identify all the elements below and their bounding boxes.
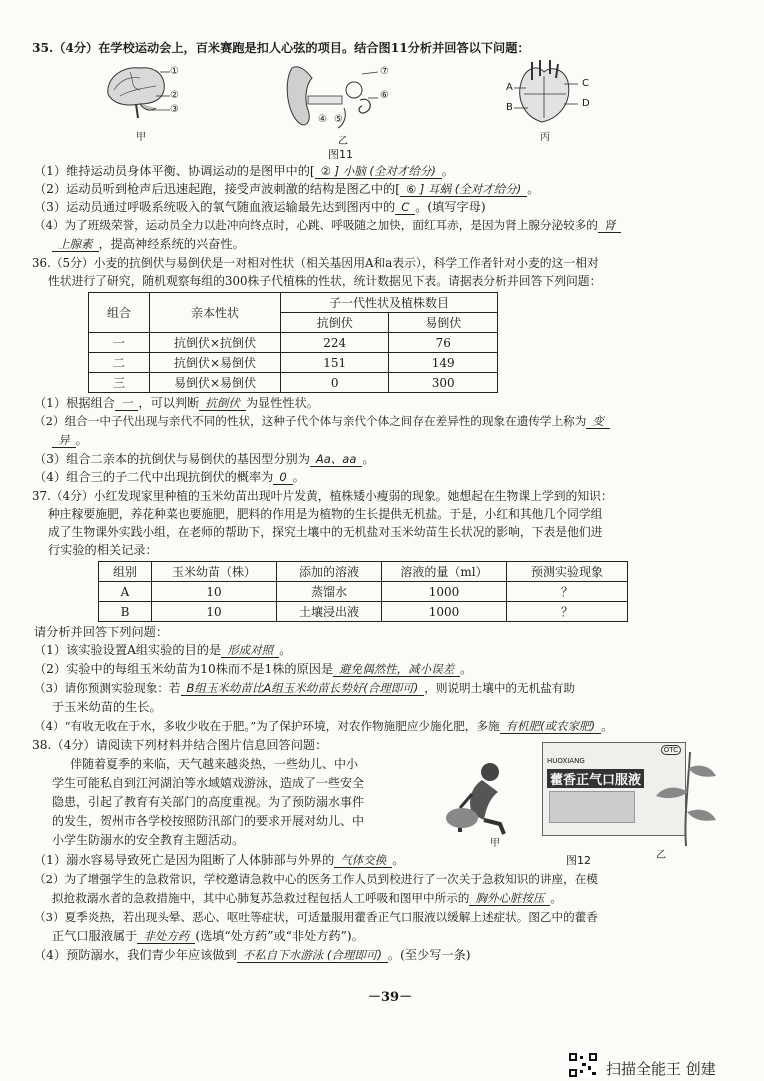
q35-title: 35.（4分）在学校运动会上，百米赛跑是扣人心弦的项目。结合图11分析并回答以下问题： xyxy=(32,41,530,55)
plant-figure xyxy=(650,748,720,848)
box-pinyin: HUOXIANG xyxy=(547,757,585,765)
fig12-label-jia: 甲 xyxy=(490,838,500,849)
q38-3-answer: 非处方药 xyxy=(137,929,195,944)
q37-3: （3）请你预测实验现象：若 B组玉米幼苗比A组玉米幼苗长势好(合理即可) ，则说明土壤中的无机盐有助 xyxy=(34,681,575,695)
q37-2: （2）实验中的每组玉米幼苗为10株而不是1株的原因是 避免偶然性，减小误差 。 xyxy=(34,662,473,676)
q38-2-cont: 拟抢救溺水者的急救措施中，其中心肺复苏急救过程包括人工呼吸和图甲中所示的 胸外心脏按压 。 xyxy=(52,891,562,905)
q36-title-2: 性状进行了研究，随机观察每组的300株子代植株的性状，统计数据见下表。请据表分析并回答下列问题： xyxy=(48,274,602,288)
heart-mark-b: B xyxy=(506,102,513,113)
table-row xyxy=(89,333,498,353)
qr-code-icon xyxy=(568,1052,598,1078)
q37-cell: A xyxy=(99,582,152,602)
q37-cell: 1000 xyxy=(382,582,507,602)
ear-mark-5: ⑤ xyxy=(334,114,343,125)
q38-2: （2）为了增强学生的急救常识，学校邀请急救中心的医务工作人员到校进行了一次关于急救知识的讲座，在模 xyxy=(34,872,598,886)
q36-cell: 76 xyxy=(389,333,498,353)
q37-cell: ？ xyxy=(507,582,628,602)
heart-mark-d: D xyxy=(582,98,590,109)
q37-prompt: 请分析并回答下列问题： xyxy=(34,625,169,639)
q35-4-answer-a: 肾 xyxy=(598,218,622,233)
q35-4-answer-b: 上腺素 xyxy=(52,237,99,252)
q36-3-answer: Aa、aa xyxy=(310,452,363,467)
q37-cell: ？ xyxy=(507,602,628,622)
q37-4: （4）“有收无收在于水，多收少收在于肥。”为了保护环境，对农作物施肥应少施化肥，多施 有机肥(或农家肥) 。 xyxy=(34,719,613,733)
q36-1-answer-1: 一 xyxy=(115,396,139,411)
q38-4: （4）预防溺水，我们青少年应该做到 不私自下水游泳 (合理即可) 。(至少写一条) xyxy=(34,948,471,962)
q35-1: （1）维持运动员身体平衡、协调运动的是图甲中的[ ② ] 小脑 (全对才给分) 。 xyxy=(34,164,455,178)
q37-text-2: 种庄稼要施肥，养花种菜也要施肥，肥料的作用是为植物的生长提供无机盐。于是，小红和其他几个同学组 xyxy=(48,507,603,521)
q37-cell: 10 xyxy=(152,582,277,602)
q37-cell: 1000 xyxy=(382,602,507,622)
q36-2: （2）组合一中子代出现与亲代不同的性状，这种子代个体与亲代个体之间存在差异性的现象在遗传学上称为 变 xyxy=(34,413,610,429)
table-row xyxy=(89,373,498,393)
q38-3: （3）夏季炎热，若出现头晕、恶心、呕吐等症状，可适量服用藿香正气口服液以缓解上述症状。图乙中的藿香 xyxy=(34,910,598,924)
fig11-label-yi: 乙 xyxy=(338,136,348,147)
brain-mark-3: ③ xyxy=(170,104,179,115)
q38-material-1: 伴随着夏季的来临，天气越来越炎热，一些幼儿、中小 xyxy=(70,757,359,771)
q38-material-4: 的发生，贺州市各学校按照防汛部门的要求开展对幼儿、中 xyxy=(52,814,365,828)
q36-4: （4）组合三的子二代中出现抗倒伏的概率为 0 。 xyxy=(34,470,305,484)
q35-1-answer: ② ] 小脑 (全对才给分) xyxy=(315,164,442,179)
q36-th-child: 子一代性状及植株数目 xyxy=(281,293,498,313)
q37-2-answer: 避免偶然性，减小误差 xyxy=(333,662,460,677)
cpr-figure xyxy=(440,758,520,838)
q36-title-1: 36.（5分）小麦的抗倒伏与易倒伏是一对相对性状（相关基因用A和a表示），科学工作者针对小麦的这一相对 xyxy=(32,256,599,270)
q36-cell: 151 xyxy=(281,353,389,373)
q35-2-answer: ⑥ ] 耳蜗 (全对才给分) xyxy=(400,182,527,197)
q38-title: 38.（4分）请阅读下列材料并结合图片信息回答问题： xyxy=(32,738,328,752)
fig11-label-bing: 丙 xyxy=(540,132,550,143)
q35-4-cont: 上腺素 ，提高神经系统的兴奋性。 xyxy=(52,236,245,252)
page-number: －39－ xyxy=(368,990,413,1005)
ear-mark-6: ⑥ xyxy=(380,90,389,101)
q37-th: 溶液的量（ml） xyxy=(382,562,507,582)
table-row xyxy=(89,353,498,373)
q37-1: （1）该实验设置A组实验的目的是 形成对照 。 xyxy=(34,643,292,657)
fig11-caption: 图11 xyxy=(328,148,353,161)
q37-th: 预测实验现象 xyxy=(507,562,628,582)
q36-cell: 抗倒伏×抗倒伏 xyxy=(150,333,281,353)
q35-3-answer: C xyxy=(395,200,415,215)
box-title: 藿香正气口服液 xyxy=(547,769,644,788)
q36-table xyxy=(88,292,498,393)
table-row xyxy=(99,582,628,602)
q37-th: 玉米幼苗（株） xyxy=(152,562,277,582)
q37-th: 组别 xyxy=(99,562,152,582)
q35-2: （2）运动员听到枪声后迅速起跑，接受声波刺激的结构是图乙中的[ ⑥ ] 耳蜗 (全对才给分) 。 xyxy=(34,182,540,196)
brain-mark-1: ① xyxy=(170,66,179,77)
q36-th-a: 抗倒伏 xyxy=(281,313,389,333)
q36-1-answer-2: 抗倒伏 xyxy=(199,396,246,411)
q38-4-answer: 不私自下水游泳 (合理即可) xyxy=(237,948,388,963)
q37-text-1: 37.（4分）小红发现家里种植的玉米幼苗出现叶片发黄，植株矮小瘦弱的现象。她想起在生物课上学到的知识： xyxy=(32,489,613,503)
fig11-label-jia: 甲 xyxy=(136,132,146,143)
scanner-watermark: 扫描全能王 创建 xyxy=(606,1060,716,1078)
q37-cell: 10 xyxy=(152,602,277,622)
q36-th-b: 易倒伏 xyxy=(389,313,498,333)
q37-3-answer: B组玉米幼苗比A组玉米幼苗长势好(合理即可) xyxy=(181,681,425,696)
q38-material-5: 小学生防溺水的安全教育主题活动。 xyxy=(52,833,245,847)
q38-1-answer: 气体交换 xyxy=(334,853,392,868)
q36-2-answer-b: 异 xyxy=(52,433,76,448)
q37-cell: 土壤浸出液 xyxy=(277,602,382,622)
q36-2-answer-a: 变 xyxy=(586,414,610,429)
q37-text-3: 成了生物课外实践小组，在老师的帮助下，探究土壤中的无机盐对玉米幼苗生长状况的影响，下表是他们进 xyxy=(48,525,603,539)
otc-badge: OTC xyxy=(661,745,681,755)
q38-1: （1）溺水容易导致死亡是因为阻断了人体肺部与外界的 气体交换 。 xyxy=(34,853,405,867)
q37-4-answer: 有机肥(或农家肥) xyxy=(500,719,601,734)
q37-table xyxy=(98,561,628,622)
q36-cell: 三 xyxy=(89,373,150,393)
q35-3: （3）运动员通过呼吸系统吸入的氧气随血液运输最先达到图丙中的 C 。(填写字母) xyxy=(34,200,486,214)
heart-mark-a: A xyxy=(506,82,513,93)
q36-4-answer: 0 xyxy=(273,470,292,485)
q36-3: （3）组合二亲本的抗倒伏与易倒伏的基因型分别为 Aa、aa 。 xyxy=(34,452,375,466)
q36-th-group: 组合 xyxy=(89,293,150,333)
brain-mark-2: ② xyxy=(170,90,179,101)
q36-cell: 一 xyxy=(89,333,150,353)
q38-2-answer: 胸外心脏按压 xyxy=(469,891,550,906)
q36-cell: 二 xyxy=(89,353,150,373)
ear-mark-7: ⑦ xyxy=(380,66,389,77)
ear-mark-4: ④ xyxy=(318,114,327,125)
q37-th: 添加的溶液 xyxy=(277,562,382,582)
q35-4: （4）为了班级荣誉，运动员全力以赴冲向终点时，心跳、呼吸随之加快，面红耳赤，是因为肾上腺分泌较多的 肾 xyxy=(34,217,621,233)
table-row xyxy=(99,602,628,622)
q36-cell: 224 xyxy=(281,333,389,353)
q37-text-4: 行实验的相关记录： xyxy=(48,543,158,557)
q36-2-cont: 异 。 xyxy=(52,432,88,448)
q36-cell: 抗倒伏×易倒伏 xyxy=(150,353,281,373)
q38-material-3: 隐患，引起了教育有关部门的高度重视。为了预防溺水事件 xyxy=(52,795,365,809)
q36-th-parent: 亲本性状 xyxy=(150,293,281,333)
q36-cell: 300 xyxy=(389,373,498,393)
heart-mark-c: C xyxy=(582,78,589,89)
box-image xyxy=(549,791,635,823)
q36-cell: 0 xyxy=(281,373,389,393)
fig12-label-yi: 乙 xyxy=(656,850,666,861)
q37-cell: 蒸馏水 xyxy=(277,582,382,602)
q37-1-answer: 形成对照 xyxy=(221,643,279,658)
q36-cell: 149 xyxy=(389,353,498,373)
fig12-caption: 图12 xyxy=(566,854,591,867)
q38-3-cont: 正气口服液属于 非处方药 (选填“处方药”或“非处方药”)。 xyxy=(52,929,364,943)
q37-cell: B xyxy=(99,602,152,622)
q36-cell: 易倒伏×易倒伏 xyxy=(150,373,281,393)
heart-figure xyxy=(506,58,586,128)
q36-1: （1）根据组合 一 ，可以判断 抗倒伏 为显性性状。 xyxy=(34,396,319,410)
q37-3-cont: 于玉米幼苗的生长。 xyxy=(52,700,162,714)
q38-material-2: 学生可能私自到江河湖泊等水域嬉戏游泳，造成了一些安全 xyxy=(52,776,365,790)
